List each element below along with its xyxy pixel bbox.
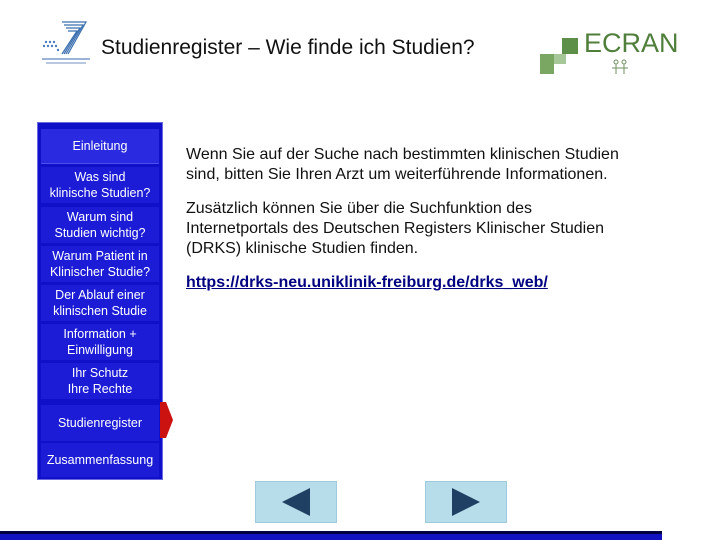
sidebar-item-einleitung[interactable] — [41, 129, 159, 164]
sidebar-item-label: Warum sind — [66, 210, 134, 224]
sidebar-item-schutz-rechte[interactable] — [41, 363, 159, 399]
main-content — [186, 145, 626, 307]
sidebar-item-ablauf[interactable] — [41, 285, 159, 321]
sidebar-item-label: Studien wichtig? — [54, 226, 146, 240]
sidebar-item-was-sind-klinische-studien[interactable] — [41, 167, 159, 203]
intro-paragraph: Wenn Sie auf der Suche nach bestimmten klinischen Studien sind, bitten Sie Ihren Arzt um weiterführende Informationen. — [186, 146, 619, 183]
bottom-bar — [0, 531, 662, 540]
sidebar-item-label: Einwilligung — [66, 343, 133, 357]
sidebar-item-label: Studienregister — [57, 416, 143, 430]
sidebar-item-label: Warum Patient in — [52, 249, 148, 263]
sidebar-nav — [37, 122, 163, 480]
sidebar-item-information-einwilligung[interactable] — [41, 324, 159, 360]
page-title: Studienregister – Wie finde ich Studien? — [101, 36, 475, 59]
sidebar-item-label: Ihr Schutz — [71, 366, 129, 380]
next-button[interactable] — [425, 481, 507, 523]
bottom-bar-shadow — [0, 531, 662, 534]
sidebar-item-label: klinischen Studie — [53, 304, 147, 318]
sidebar-item-label: Einleitung — [72, 139, 128, 153]
sidebar-item-label: Klinischer Studie? — [49, 265, 151, 279]
sidebar-item-warum-patient[interactable] — [41, 246, 159, 282]
triangle-left-icon — [278, 486, 314, 518]
drks-paragraph: Zusätzlich können Sie über die Suchfunktion des Internetportals des Deutschen Registers Klinischer Studien (DRKS) klinische Studien finden. — [186, 200, 604, 257]
sidebar-item-label: Was sind — [74, 170, 126, 184]
drks-link[interactable]: https://drks-neu.uniklinik-freiburg.de/drks_web/ — [186, 274, 548, 291]
sidebar-item-label: Information + — [63, 327, 137, 341]
triangle-right-icon — [448, 486, 484, 518]
fp7-logo-icon — [38, 18, 96, 70]
sidebar-item-zusammenfassung[interactable] — [41, 443, 159, 477]
previous-button[interactable] — [255, 481, 337, 523]
fp7-logo — [38, 18, 96, 70]
sidebar-item-label: Zusammenfassung — [46, 453, 154, 467]
sidebar-item-warum-studien-wichtig[interactable] — [41, 207, 159, 243]
sidebar-item-label: Ihre Rechte — [67, 382, 133, 396]
ecran-logo-text: ECRAN — [584, 28, 679, 58]
sidebar-item-studienregister[interactable] — [41, 405, 159, 441]
sidebar-item-label: klinische Studien? — [49, 186, 151, 200]
active-item-marker-icon — [160, 402, 174, 438]
sidebar-item-label: Der Ablauf einer — [55, 288, 145, 302]
